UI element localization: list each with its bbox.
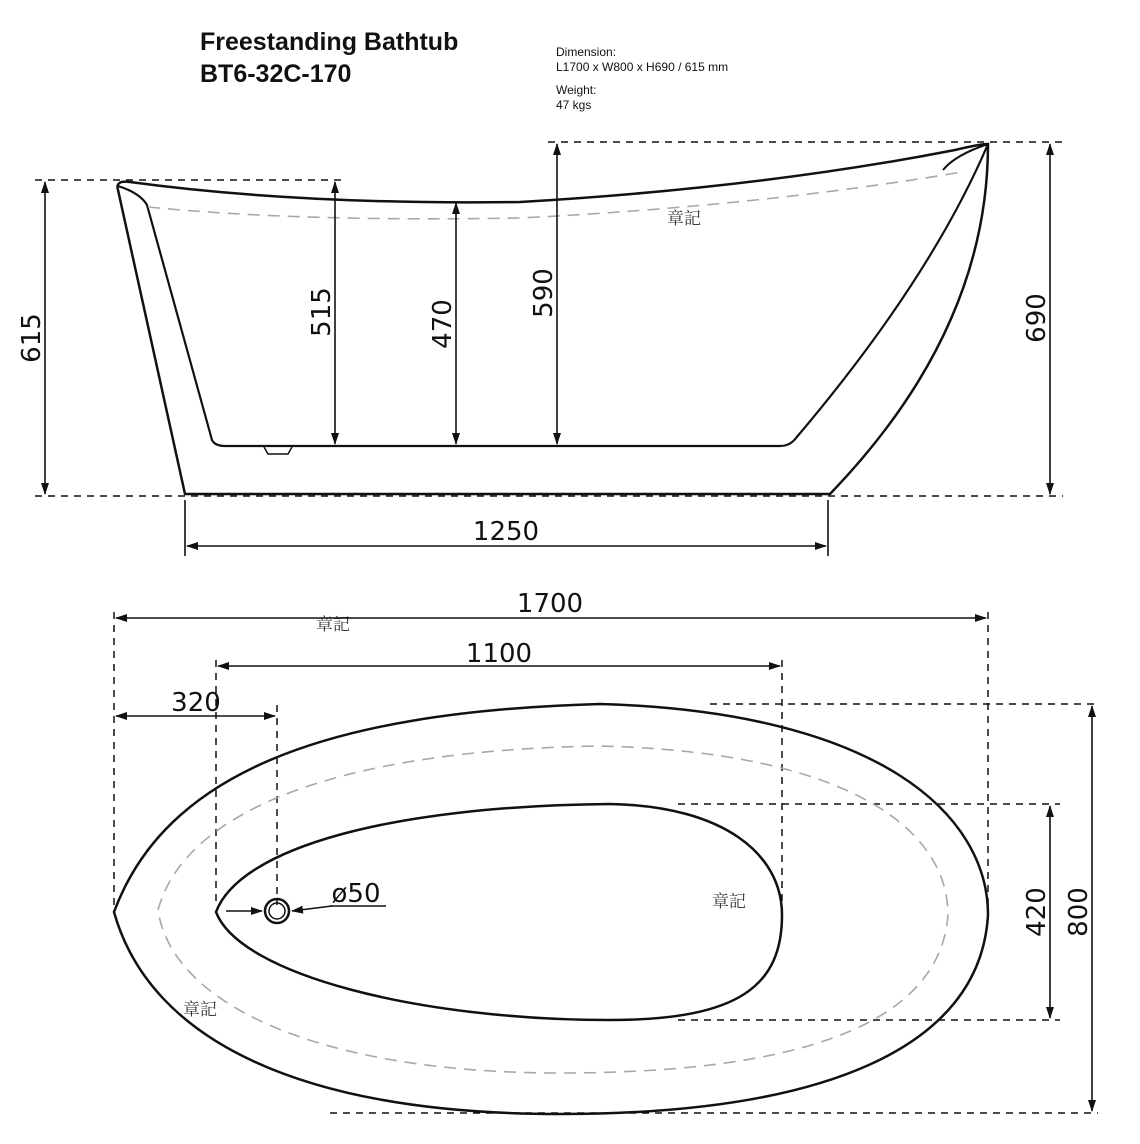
water-line-top — [158, 746, 948, 1073]
weight-value: 47 kgs — [556, 98, 592, 112]
dim-800: 800 — [1064, 887, 1094, 937]
drain-detail-side — [264, 447, 292, 454]
side-extension-lines — [35, 142, 1063, 496]
dim-615: 615 — [17, 313, 47, 363]
tub-side-outer — [118, 144, 989, 494]
side-dimension-texts — [17, 268, 1052, 547]
watermark-top-1: 章記 — [316, 615, 350, 635]
dim-690: 690 — [1022, 293, 1052, 343]
watermark-side: 章記 — [667, 209, 701, 229]
tub-top-outer — [114, 704, 988, 1114]
product-model: BT6-32C-170 — [200, 60, 352, 88]
top-extension-lines — [114, 612, 1098, 1113]
top-view — [114, 589, 1098, 1114]
dimension-label: Dimension: — [556, 45, 617, 59]
dim-1700: 1700 — [516, 589, 584, 619]
dim-320: 320 — [171, 688, 221, 718]
top-dimension-texts — [171, 589, 1094, 937]
dimension-value: L1700 x W800 x H690 / 615 mm — [556, 60, 729, 74]
watermark-top-2: 章記 — [712, 892, 746, 912]
dim-515: 515 — [307, 287, 337, 337]
side-view — [17, 142, 1063, 556]
dim-420: 420 — [1022, 887, 1052, 937]
dim-1250: 1250 — [472, 517, 540, 547]
product-title: Freestanding Bathtub — [200, 28, 459, 56]
dim-590: 590 — [529, 268, 559, 318]
watermark-top-3: 章記 — [183, 1000, 217, 1020]
drain-inner — [269, 903, 285, 919]
dim-line-drain-right — [292, 906, 332, 911]
dim-drain-diameter: ø50 — [331, 879, 381, 909]
tub-top-inner — [216, 804, 782, 1020]
dim-1100: 1100 — [465, 639, 533, 669]
weight-label: Weight: — [556, 83, 597, 97]
dim-470: 470 — [428, 299, 458, 349]
